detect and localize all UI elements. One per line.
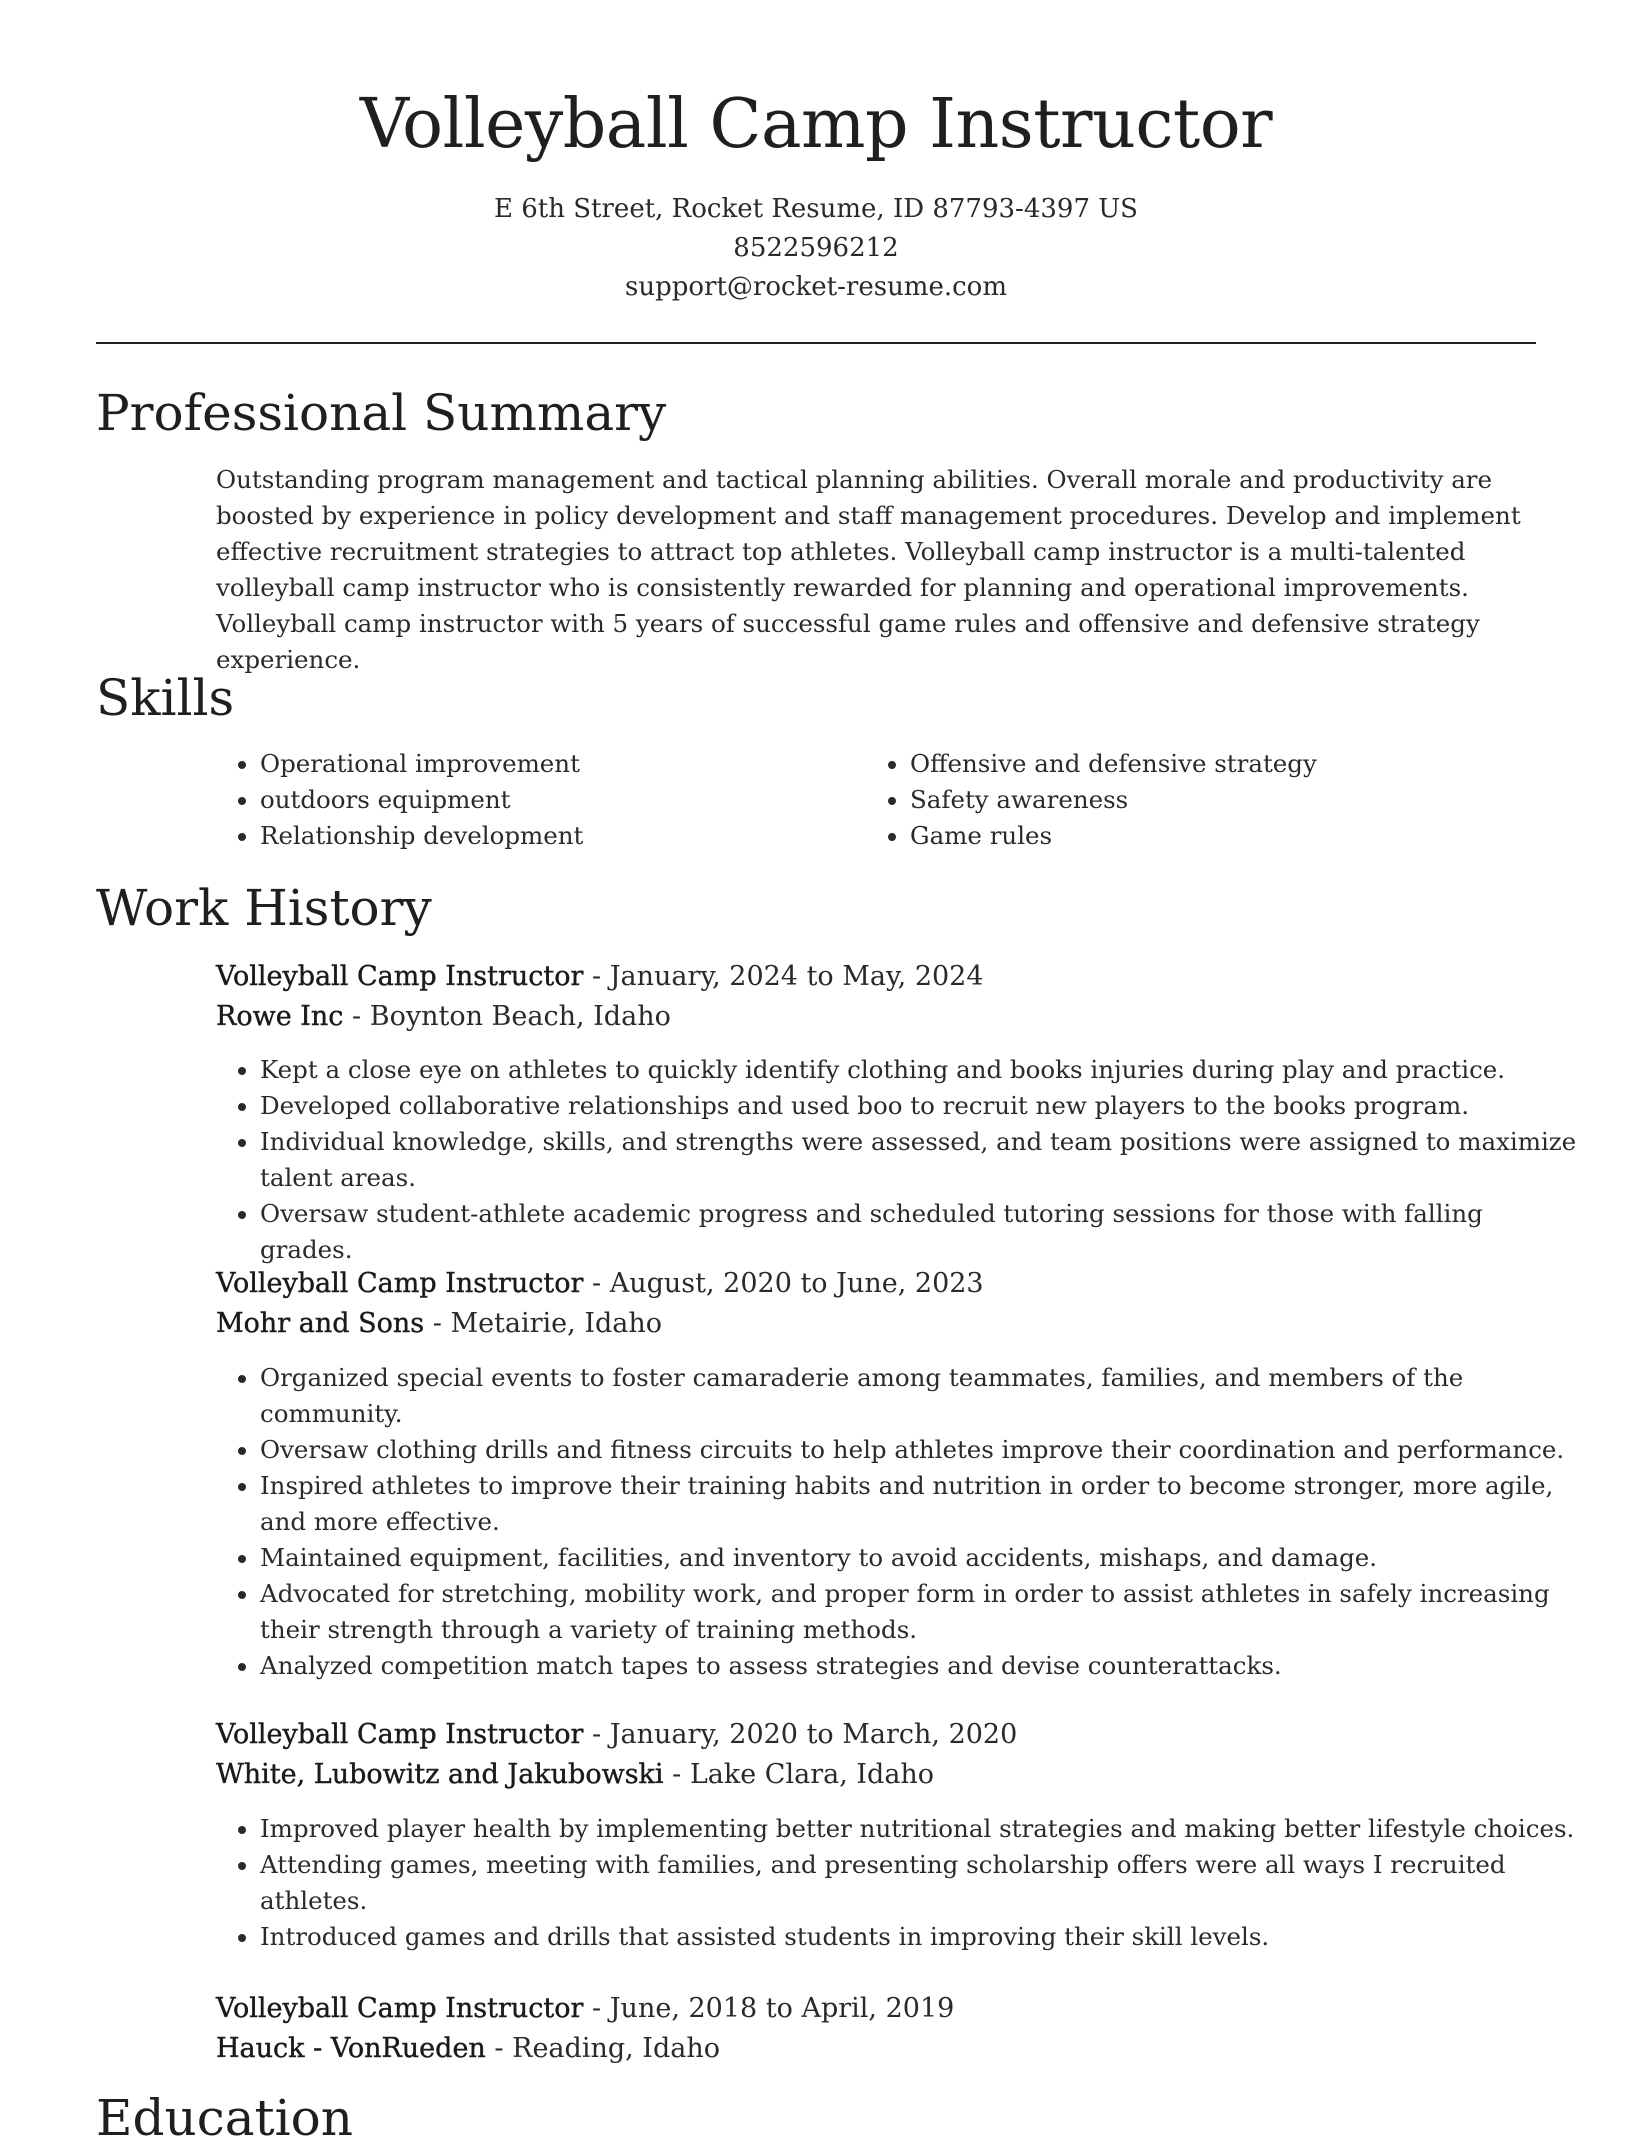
skills-list-left bbox=[216, 746, 860, 854]
job-company: Rowe Inc bbox=[216, 1001, 344, 1032]
job-role: Volleyball Camp Instructor bbox=[216, 961, 584, 992]
contact-phone: 8522596212 bbox=[733, 233, 899, 263]
job-company-line bbox=[216, 1755, 934, 1795]
skill-item: • Safety awareness bbox=[910, 782, 1550, 818]
contact-address: E 6th Street, Rocket Resume, ID 87793-4397 US bbox=[494, 194, 1138, 224]
skill-item: • Relationship development bbox=[260, 818, 860, 854]
job-dates: June, 2018 to April, 2019 bbox=[609, 1993, 955, 2024]
job-location: Metairie, Idaho bbox=[450, 1308, 663, 1339]
section-heading-work-history: Work History bbox=[96, 879, 432, 937]
job-separator: - bbox=[583, 1268, 610, 1299]
job-separator: - bbox=[424, 1308, 451, 1339]
job-dates: August, 2020 to June, 2023 bbox=[609, 1268, 984, 1299]
job-bullet: • Individual knowledge, skills, and strengths were assessed, and team positions were assigned to maximize talent areas. bbox=[260, 1124, 1582, 1196]
job-location: Lake Clara, Idaho bbox=[689, 1759, 935, 1790]
job-bullet: • Kept a close eye on athletes to quickly identify clothing and books injuries during play and practice. bbox=[260, 1052, 1582, 1088]
job-separator: - bbox=[583, 1719, 610, 1750]
job-separator: - bbox=[663, 1759, 690, 1790]
job-title-line bbox=[216, 1715, 1017, 1755]
job-role: Volleyball Camp Instructor bbox=[216, 1719, 584, 1750]
job-company: Mohr and Sons bbox=[216, 1308, 425, 1339]
job-company-line bbox=[216, 2029, 720, 2069]
section-heading-education: Education bbox=[96, 2089, 353, 2147]
skill-item: • Game rules bbox=[910, 818, 1550, 854]
job-separator: - bbox=[343, 1001, 370, 1032]
skills-list-right bbox=[866, 746, 1550, 854]
job-role: Volleyball Camp Instructor bbox=[216, 1993, 584, 2024]
job-separator: - bbox=[583, 1993, 610, 2024]
job-separator: - bbox=[583, 961, 610, 992]
job-bullet: • Advocated for stretching, mobility work, and proper form in order to assist athletes in safely increasing their strength through a variety of training methods. bbox=[260, 1576, 1582, 1648]
job-bullet: • Oversaw student-athlete academic progress and scheduled tutoring sessions for those with falling grades. bbox=[260, 1196, 1582, 1268]
job-bullet-list bbox=[216, 1360, 1582, 1684]
job-separator: - bbox=[485, 2033, 513, 2064]
job-company-line bbox=[216, 1304, 662, 1344]
job-bullet: • Organized special events to foster camaraderie among teammates, families, and members of the community. bbox=[260, 1360, 1582, 1432]
job-title-line bbox=[216, 1989, 954, 2029]
resume-title: Volleyball Camp Instructor bbox=[359, 85, 1273, 164]
section-heading-skills: Skills bbox=[96, 669, 235, 727]
job-dates: January, 2020 to March, 2020 bbox=[609, 1719, 1018, 1750]
job-title-line bbox=[216, 957, 984, 997]
job-bullet: • Developed collaborative relationships and used boo to recruit new players to the books program. bbox=[260, 1088, 1582, 1124]
job-bullet: • Introduced games and drills that assisted students in improving their skill levels. bbox=[260, 1919, 1582, 1955]
job-title-line bbox=[216, 1264, 984, 1304]
job-bullet-list bbox=[216, 1811, 1582, 1955]
skill-item: • Offensive and defensive strategy bbox=[910, 746, 1550, 782]
section-heading-summary: Professional Summary bbox=[96, 384, 667, 442]
job-bullet-list bbox=[216, 1052, 1582, 1268]
skill-item: • outdoors equipment bbox=[260, 782, 860, 818]
job-role: Volleyball Camp Instructor bbox=[216, 1268, 584, 1299]
job-bullet: • Attending games, meeting with families, and presenting scholarship offers were all ways I recruited athletes. bbox=[260, 1847, 1582, 1919]
job-dates: January, 2024 to May, 2024 bbox=[609, 961, 984, 992]
job-company: White, Lubowitz and Jakubowski bbox=[216, 1759, 664, 1790]
job-bullet: • Improved player health by implementing better nutritional strategies and making better lifestyle choices. bbox=[260, 1811, 1582, 1847]
summary-text: Outstanding program management and tactical planning abilities. Overall morale and productivity are boosted by experience in policy development and staff management procedures. Develop and implement effective recruitment strategies to attract top athletes. Volleyball camp instructor is a multi-talented volleyball camp instructor who is consistently rewarded for planning and operational improvements. Volleyball camp instructor with 5 years of successful game rules and offensive and defensive strategy experience. bbox=[216, 465, 1521, 674]
job-company: Hauck - VonRueden bbox=[216, 2033, 486, 2064]
header-divider bbox=[96, 342, 1536, 344]
skill-item: • Operational improvement bbox=[260, 746, 860, 782]
job-bullet: • Analyzed competition match tapes to assess strategies and devise counterattacks. bbox=[260, 1648, 1582, 1684]
job-location: Reading, Idaho bbox=[512, 2033, 720, 2064]
job-company-line bbox=[216, 997, 671, 1037]
job-bullet: • Oversaw clothing drills and fitness circuits to help athletes improve their coordination and performance. bbox=[260, 1432, 1582, 1468]
job-location: Boynton Beach, Idaho bbox=[369, 1001, 671, 1032]
job-bullet: • Maintained equipment, facilities, and inventory to avoid accidents, mishaps, and damage. bbox=[260, 1540, 1582, 1576]
contact-email: support@rocket-resume.com bbox=[624, 272, 1007, 302]
job-bullet: • Inspired athletes to improve their training habits and nutrition in order to become stronger, more agile, and more effective. bbox=[260, 1468, 1582, 1540]
